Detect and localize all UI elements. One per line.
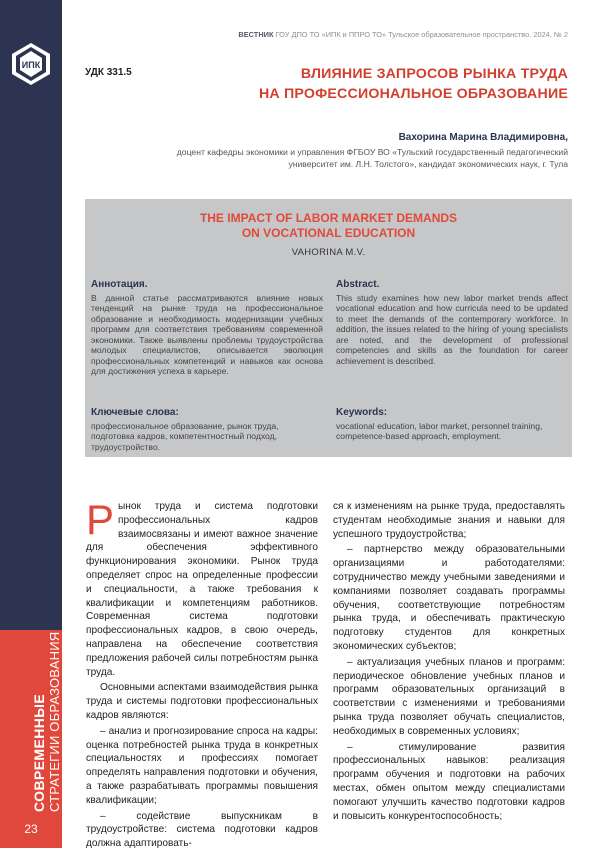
body-list-item: – анализ и прогнозирование спроса на кадры: оценка потребностей рынка труда в конкретных специальностях и профессиях помогает определять направления подготовки и обучения, а также разрабатывать программы повышения квалификации; xyxy=(86,725,318,806)
section-label-line2: СТРАТЕГИИ ОБРАЗОВАНИЯ xyxy=(47,631,62,812)
article-title xyxy=(259,64,568,104)
journal-info: ГОУ ДПО ТО «ИПК и ППРО ТО» Тульское образовательное пространство. 2024, № 2 xyxy=(275,30,568,39)
body-paragraph: Рынок труда и система подготовки профессиональных кадров взаимосвязаны и имеют важное значение для обеспечения эффективного функционирования экономики. Рынок труда определяет спрос на определенные профессии и специальности, а также требования к квалификации и компетенциям работников. Современная система подготовки профессиональных кадров, в свою очередь, направлена на обеспечение соответствия предложения рабочей силы потребностям рынка труда. xyxy=(86,496,318,678)
section-label-line1: СОВРЕМЕННЫЕ xyxy=(31,693,47,812)
body-paragraph: ся к изменениям на рынке труда, предоставлять студентам необходимые знания и навыки для успешного трудоустройства; xyxy=(333,501,565,540)
abstract-box xyxy=(85,199,572,457)
journal-name: ВЕСТНИК xyxy=(238,30,274,39)
keywords-ru-text: профессиональное образование, рынок труда, подготовка кадров, компетентностный подход, трудоустройство. xyxy=(91,420,279,452)
keywords-ru xyxy=(91,408,323,452)
abstract-ru xyxy=(91,280,323,377)
english-author: VAHORINA M.V. xyxy=(291,247,366,258)
body-list-item: – партнерство между образовательными организациями и работодателями: сотрудничество между учебными заведениями и компаниями позволяет создавать программы обучения, соответствующие потребностям рынка труда, и обеспечивать практическую подготовку студентов для конкретных экономических субъектов; xyxy=(333,544,565,652)
keywords-en-text: vocational education, labor market, personnel training, competence-based approach, employment. xyxy=(336,420,543,441)
body-list-item: – содействие выпускникам в трудоустройстве: система подготовки кадров должна адаптировать- xyxy=(86,810,318,848)
body-column-right xyxy=(333,500,565,825)
english-title xyxy=(85,211,572,241)
author-name: Вахорина Марина Владимировна, xyxy=(398,132,568,143)
keywords-en-heading: Keywords: xyxy=(336,407,388,418)
abstract-ru-heading: Аннотация. xyxy=(91,279,148,290)
article-title-line1: ВЛИЯНИЕ ЗАПРОСОВ РЫНКА ТРУДА xyxy=(300,66,568,82)
article-title-line2: НА ПРОФЕССИОНАЛЬНОЕ ОБРАЗОВАНИЕ xyxy=(258,86,568,102)
english-title-line2: ON VOCATIONAL EDUCATION xyxy=(241,226,416,240)
abstract-en-text: This study examines how new labor market trends affect vocational education and how curricula need to be updated to meet the demands of the contemporary workforce. In addition, the issues related to the hiring of young specialists are noted, and the development of professional competencies and skills as the foundation for career achievement is described. xyxy=(336,292,568,366)
abstract-ru-text: В данной статье рассматриваются влияние новых тенденций на рынке труда на профессиональное образование и необходимость модернизации учебных программ для соответствия требованиям современной экономики. Также выявлены проблемы трудоустройства молодых специалистов, описывается эволюция профессиональных компетенций и навыков как основа для достижения успеха в карьере. xyxy=(91,292,323,376)
keywords-ru-heading: Ключевые слова: xyxy=(91,407,179,418)
ipk-logo-icon xyxy=(9,42,53,86)
page-number: 23 xyxy=(24,822,38,836)
abstract-en-heading: Abstract. xyxy=(336,279,380,290)
journal-header xyxy=(238,30,568,39)
keywords-en xyxy=(336,408,568,442)
abstract-en xyxy=(336,280,568,366)
body-column-left xyxy=(86,496,318,848)
udk-code: УДК 331.5 xyxy=(85,67,132,78)
body-list-item: – актуализация учебных планов и программ: периодическое обновление учебных планов и программ образовательных организаций в соответствии с изменениями и требованиями рынка труда позволяет обучать специалистов, необходимых в современных условиях; xyxy=(333,656,565,737)
body-paragraph: Основными аспектами взаимодействия рынка труда и системы подготовки профессиональных кадров являются: xyxy=(86,682,318,721)
section-label xyxy=(31,632,62,812)
english-title-line1: THE IMPACT OF LABOR MARKET DEMANDS xyxy=(199,211,458,225)
author-affiliation: доцент кафедры экономики и управления ФГБОУ ВО «Тульский государственный педагогический университет им. Л.Н. Толстого», кандидат экономических наук, г. Тула xyxy=(176,147,568,169)
drop-cap: Р xyxy=(86,496,115,543)
svg-text:ИПК: ИПК xyxy=(21,60,41,70)
body-list-item: – стимулирование развития профессиональных навыков: реализация программ обучения и подготовки на рабочих местах, обмен опытом между специалистами помогают улучшить качество подготовки кадров и повысить конкурентоспособность; xyxy=(333,741,565,822)
